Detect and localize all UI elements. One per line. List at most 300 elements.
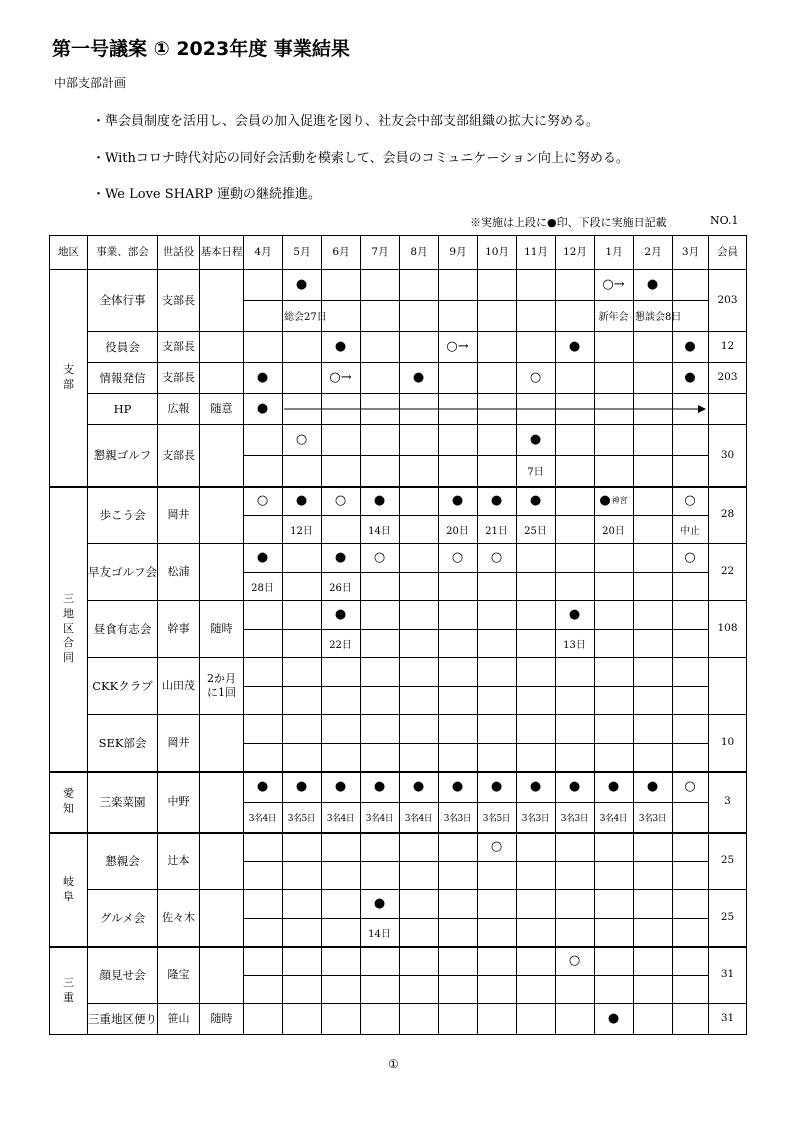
legend-note: ※実施は上段に●印、下段に実施日記載 bbox=[470, 216, 667, 229]
schedule-cell bbox=[199, 600, 244, 658]
event-cell bbox=[87, 331, 158, 363]
activity-mark bbox=[633, 771, 672, 802]
event-cell bbox=[87, 771, 158, 833]
header-members-label: 会員 bbox=[717, 245, 738, 258]
month-cell-lower bbox=[594, 572, 634, 601]
month-cell-lower bbox=[633, 515, 673, 544]
month-cell-upper bbox=[633, 543, 673, 573]
activity-date bbox=[360, 918, 399, 946]
month-cell-lower bbox=[321, 455, 361, 487]
month-cell-upper bbox=[633, 657, 673, 687]
month-cell-upper bbox=[282, 600, 322, 630]
month-cell-lower bbox=[321, 975, 361, 1004]
month-cell-lower bbox=[516, 572, 556, 601]
members-count: 25 bbox=[720, 911, 735, 924]
month-cell-lower bbox=[321, 861, 361, 890]
month-cell-upper bbox=[399, 486, 439, 516]
month-cell-lower bbox=[555, 686, 595, 715]
activity-symbol: ● bbox=[256, 779, 269, 794]
activity-date bbox=[633, 300, 711, 331]
month-cell-upper bbox=[360, 269, 400, 301]
month-cell-lower bbox=[399, 300, 439, 332]
activity-mark bbox=[516, 486, 555, 515]
activity-date-text: 20日 bbox=[602, 525, 625, 537]
month-cell bbox=[633, 362, 673, 394]
activity-mark bbox=[282, 269, 321, 300]
activity-date bbox=[594, 515, 633, 543]
activity-date-text: 3名5日 bbox=[287, 813, 316, 824]
month-cell-upper bbox=[399, 424, 439, 456]
event-cell bbox=[87, 714, 158, 772]
activity-date-text: 3名4日 bbox=[365, 813, 394, 824]
month-cell-upper bbox=[516, 600, 556, 630]
header-month-label: 9月 bbox=[449, 245, 467, 258]
month-cell-lower bbox=[555, 861, 595, 890]
organizer-name: 幹事 bbox=[167, 622, 190, 636]
event-cell bbox=[87, 1003, 158, 1035]
month-cell-lower bbox=[516, 300, 556, 332]
month-cell-lower bbox=[555, 572, 595, 601]
header-month-label: 8月 bbox=[410, 245, 428, 258]
activity-symbol: ● bbox=[529, 493, 542, 508]
month-cell-lower bbox=[477, 686, 517, 715]
month-cell-lower bbox=[438, 975, 478, 1004]
header-month-3 bbox=[321, 235, 361, 270]
activity-date bbox=[555, 802, 594, 832]
month-cell-upper bbox=[516, 269, 556, 301]
activity-mark bbox=[672, 362, 708, 393]
activity-date-text: 3名3日 bbox=[521, 813, 550, 824]
activity-mark bbox=[360, 543, 399, 572]
month-cell-upper bbox=[282, 714, 322, 744]
month-cell-upper bbox=[243, 269, 283, 301]
activity-date-text: 28日 bbox=[251, 582, 274, 594]
month-cell-upper bbox=[243, 946, 283, 976]
month-cell bbox=[633, 1003, 673, 1035]
month-cell bbox=[360, 331, 400, 363]
month-cell-lower bbox=[282, 572, 322, 601]
region-separator bbox=[49, 946, 747, 948]
schedule-cell bbox=[199, 486, 244, 544]
organizer-name: 隆宝 bbox=[167, 968, 190, 982]
activity-mark bbox=[633, 269, 672, 300]
month-cell bbox=[594, 331, 634, 363]
month-cell-upper bbox=[360, 600, 400, 630]
activity-date-text: 12日 bbox=[290, 525, 313, 537]
month-cell-upper bbox=[594, 543, 634, 573]
month-cell-lower bbox=[477, 572, 517, 601]
month-cell-upper bbox=[594, 600, 634, 630]
month-cell-upper bbox=[321, 946, 361, 976]
schedule-cell bbox=[199, 771, 244, 833]
month-cell-upper bbox=[477, 946, 517, 976]
activity-mark bbox=[360, 771, 399, 802]
header-month-label: 4月 bbox=[254, 245, 272, 258]
month-cell-lower bbox=[633, 455, 673, 487]
region-label: 三 地 区 合 同 bbox=[63, 591, 74, 665]
schedule-cell bbox=[199, 362, 244, 394]
month-cell-upper bbox=[672, 269, 709, 301]
event-name: 情報発信 bbox=[99, 370, 146, 385]
activity-date-text: 3名3日 bbox=[638, 813, 667, 824]
event-name: 歩こう会 bbox=[99, 507, 146, 522]
members-count: 30 bbox=[720, 448, 735, 461]
month-cell bbox=[399, 331, 439, 363]
month-cell bbox=[516, 331, 556, 363]
month-cell-upper bbox=[438, 269, 478, 301]
plan-bullet-1: ・準会員制度を活用し、会員の加入促進を図り、社友会中部支部組織の拡大に努める。 bbox=[92, 114, 600, 129]
month-cell-lower bbox=[633, 572, 673, 601]
members-cell bbox=[708, 889, 747, 947]
activity-date-text: 3名4日 bbox=[404, 813, 433, 824]
organizer-name: 松浦 bbox=[167, 565, 190, 579]
month-cell-lower bbox=[360, 975, 400, 1004]
activity-symbol: ● bbox=[607, 1011, 620, 1026]
activity-symbol: ● bbox=[373, 779, 386, 794]
header-month-label: 5月 bbox=[293, 245, 311, 258]
activity-mark bbox=[477, 832, 516, 861]
schedule-cell bbox=[199, 946, 244, 1004]
month-cell-lower bbox=[555, 515, 595, 544]
members-count: 203 bbox=[717, 293, 738, 306]
organizer-cell bbox=[157, 889, 200, 947]
month-cell-upper bbox=[555, 832, 595, 862]
activity-symbol: ○ bbox=[684, 550, 696, 565]
activity-symbol: ○ bbox=[373, 550, 386, 565]
activity-mark bbox=[243, 771, 282, 802]
month-cell-lower bbox=[438, 572, 478, 601]
month-cell-upper bbox=[594, 657, 634, 687]
region-cell bbox=[49, 771, 88, 833]
activity-date-text: 3名4日 bbox=[599, 813, 628, 824]
month-cell bbox=[477, 331, 517, 363]
schedule-cell bbox=[199, 543, 244, 601]
schedule-cell bbox=[199, 889, 244, 947]
month-cell-lower bbox=[672, 572, 709, 601]
month-cell-lower bbox=[321, 515, 361, 544]
activity-mark bbox=[243, 543, 282, 572]
header-month-12 bbox=[672, 235, 709, 270]
month-cell-lower bbox=[633, 918, 673, 947]
members-cell bbox=[708, 771, 747, 833]
month-cell-upper bbox=[360, 657, 400, 687]
schedule-cell bbox=[199, 424, 244, 487]
month-cell-lower bbox=[477, 455, 517, 487]
month-cell-lower bbox=[243, 455, 283, 487]
header-event bbox=[87, 235, 158, 270]
month-cell-upper bbox=[399, 657, 439, 687]
month-cell-lower bbox=[594, 918, 634, 947]
month-cell-lower bbox=[360, 861, 400, 890]
activity-date-text: 3名3日 bbox=[560, 813, 589, 824]
region-separator bbox=[49, 771, 747, 773]
month-cell bbox=[243, 1003, 283, 1035]
month-cell-upper bbox=[399, 714, 439, 744]
continuation-arrow bbox=[282, 404, 708, 414]
organizer-name: 笹山 bbox=[167, 1012, 190, 1026]
region-cell bbox=[49, 269, 88, 487]
month-cell-upper bbox=[360, 832, 400, 862]
event-name: HP bbox=[113, 401, 132, 416]
month-cell-lower bbox=[594, 686, 634, 715]
month-cell-lower bbox=[282, 629, 322, 658]
region-cell bbox=[49, 832, 88, 947]
activity-mark bbox=[438, 543, 477, 572]
month-cell-upper bbox=[672, 424, 709, 456]
activity-symbol: ● bbox=[334, 550, 347, 565]
month-cell-upper bbox=[282, 543, 322, 573]
activity-mark bbox=[438, 771, 477, 802]
region-label: 愛 知 bbox=[63, 787, 74, 815]
month-cell bbox=[360, 362, 400, 394]
activity-date bbox=[243, 572, 282, 600]
month-cell-lower bbox=[516, 743, 556, 772]
activity-mark bbox=[477, 543, 516, 572]
members-cell bbox=[708, 543, 747, 601]
month-cell-lower bbox=[555, 300, 595, 332]
event-name: 懇親会 bbox=[105, 853, 140, 868]
activity-date bbox=[672, 515, 708, 543]
month-cell-upper bbox=[438, 600, 478, 630]
activity-mark bbox=[321, 600, 360, 629]
activity-mark bbox=[438, 486, 477, 515]
region-label: 岐 阜 bbox=[63, 874, 74, 903]
month-cell-lower bbox=[399, 918, 439, 947]
activity-mark bbox=[477, 486, 516, 515]
activity-symbol: ● bbox=[568, 339, 581, 354]
activity-date-text: 7日 bbox=[527, 467, 544, 478]
activity-symbol: ● bbox=[646, 779, 659, 794]
month-cell bbox=[399, 1003, 439, 1035]
month-cell-lower bbox=[633, 743, 673, 772]
schedule-cell bbox=[199, 657, 244, 715]
month-cell-lower bbox=[672, 629, 709, 658]
month-cell-upper bbox=[243, 600, 283, 630]
activity-symbol: ● bbox=[490, 493, 503, 508]
month-cell-lower bbox=[243, 861, 283, 890]
month-cell-lower bbox=[633, 861, 673, 890]
month-cell-lower bbox=[399, 743, 439, 772]
members-cell bbox=[708, 424, 747, 487]
activity-symbol: ● bbox=[684, 370, 696, 385]
month-cell-lower bbox=[243, 629, 283, 658]
region-cell bbox=[49, 486, 88, 772]
region-label: 三 重 bbox=[63, 975, 74, 1004]
month-cell-lower bbox=[321, 918, 361, 947]
month-cell-upper bbox=[243, 657, 283, 687]
page-title: 第一号議案 ① 2023年度 事業結果 bbox=[52, 38, 350, 60]
month-cell-upper bbox=[555, 889, 595, 919]
month-cell-upper bbox=[672, 657, 709, 687]
organizer-name: 佐々木 bbox=[162, 911, 195, 925]
month-cell-upper bbox=[282, 889, 322, 919]
month-cell-lower bbox=[399, 455, 439, 487]
activity-mark bbox=[594, 486, 633, 515]
month-cell-lower bbox=[243, 743, 283, 772]
month-cell-lower bbox=[594, 743, 634, 772]
activity-mark bbox=[516, 362, 555, 393]
organizer-cell bbox=[157, 331, 200, 363]
month-cell-upper bbox=[243, 889, 283, 919]
plan-subtitle: 中部支部計画 bbox=[54, 76, 127, 90]
month-cell-lower bbox=[672, 686, 709, 715]
month-cell-upper bbox=[672, 832, 709, 862]
header-month-7 bbox=[477, 235, 517, 270]
schedule-cell bbox=[199, 269, 244, 332]
month-cell-lower bbox=[399, 629, 439, 658]
month-cell-lower bbox=[399, 686, 439, 715]
month-cell-upper bbox=[321, 269, 361, 301]
activity-date bbox=[555, 629, 594, 657]
month-cell-lower bbox=[594, 975, 634, 1004]
activity-symbol: ● bbox=[568, 607, 581, 622]
members-count: 31 bbox=[720, 1012, 735, 1025]
activity-symbol: ○ bbox=[684, 493, 696, 508]
activity-symbol: ○ bbox=[684, 779, 696, 794]
organizer-cell bbox=[157, 946, 200, 1004]
month-cell-lower bbox=[477, 743, 517, 772]
month-cell-lower bbox=[243, 300, 283, 332]
month-cell bbox=[243, 331, 283, 363]
month-cell-lower bbox=[555, 455, 595, 487]
month-cell-upper bbox=[594, 714, 634, 744]
activity-mark bbox=[399, 362, 438, 393]
month-cell-lower bbox=[516, 861, 556, 890]
month-cell-lower bbox=[399, 861, 439, 890]
month-cell-lower bbox=[516, 686, 556, 715]
month-cell-lower bbox=[477, 629, 517, 658]
members-count: 22 bbox=[720, 565, 735, 578]
header-month-label: 1月 bbox=[605, 245, 623, 258]
month-cell bbox=[282, 1003, 322, 1035]
activity-mark bbox=[594, 771, 633, 802]
header-organizer bbox=[157, 235, 200, 270]
month-cell-upper bbox=[399, 889, 439, 919]
members-count: 28 bbox=[720, 508, 735, 521]
month-cell-lower bbox=[360, 572, 400, 601]
month-cell bbox=[594, 362, 634, 394]
organizer-name: 山田茂 bbox=[162, 679, 195, 693]
month-cell-lower bbox=[555, 743, 595, 772]
month-cell-lower bbox=[516, 918, 556, 947]
month-cell-lower bbox=[438, 861, 478, 890]
members-count: 108 bbox=[717, 622, 738, 635]
activity-mark bbox=[282, 771, 321, 802]
month-cell-upper bbox=[321, 657, 361, 687]
month-cell-upper bbox=[282, 946, 322, 976]
event-name: グルメ会 bbox=[99, 910, 146, 925]
activity-symbol: ○ bbox=[451, 550, 464, 565]
header-schedule-label: 基本日程 bbox=[200, 245, 243, 258]
activity-date-text: 21日 bbox=[485, 525, 508, 537]
event-name: 三楽菜園 bbox=[99, 794, 146, 809]
organizer-name: 支部長 bbox=[162, 371, 195, 385]
activity-symbol: ● bbox=[412, 370, 425, 385]
activity-date-text: 26日 bbox=[329, 582, 352, 594]
event-name: 全体行事 bbox=[99, 293, 146, 308]
schedule-text: 随時 bbox=[210, 622, 233, 636]
activity-date bbox=[243, 802, 282, 832]
activity-mark bbox=[477, 771, 516, 802]
activity-symbol: ○ bbox=[295, 432, 308, 447]
activity-mark bbox=[360, 486, 399, 515]
month-cell-upper bbox=[555, 543, 595, 573]
month-cell-upper bbox=[282, 832, 322, 862]
month-cell-lower bbox=[282, 975, 322, 1004]
continuation-arrow-head bbox=[698, 405, 706, 413]
members-cell bbox=[708, 362, 747, 394]
activity-mark bbox=[516, 771, 555, 802]
month-cell-upper bbox=[438, 714, 478, 744]
activity-mark bbox=[555, 771, 594, 802]
organizer-name: 岡井 bbox=[167, 736, 190, 750]
members-cell bbox=[708, 269, 747, 332]
activity-date bbox=[360, 515, 399, 543]
organizer-name: 中野 bbox=[167, 795, 190, 809]
activity-date-text: 22日 bbox=[329, 639, 352, 651]
month-cell-lower bbox=[438, 629, 478, 658]
activity-date-text: 25日 bbox=[524, 525, 547, 537]
month-cell-upper bbox=[399, 269, 439, 301]
month-cell-lower bbox=[672, 743, 709, 772]
month-cell-upper bbox=[633, 946, 673, 976]
organizer-cell bbox=[157, 543, 200, 601]
month-cell-upper bbox=[555, 657, 595, 687]
month-cell-upper bbox=[477, 424, 517, 456]
header-members bbox=[708, 235, 747, 270]
header-month-label: 6月 bbox=[332, 245, 350, 258]
activity-date-text: 3名4日 bbox=[248, 813, 277, 824]
month-cell-lower bbox=[360, 300, 400, 332]
activity-symbol: ● bbox=[334, 339, 347, 354]
activity-mark bbox=[594, 269, 633, 300]
event-cell bbox=[87, 889, 158, 947]
month-cell-lower bbox=[282, 861, 322, 890]
activity-symbol: ● bbox=[529, 432, 542, 447]
schedule-text: 随時 bbox=[210, 1012, 233, 1026]
header-month-11 bbox=[633, 235, 673, 270]
header-month-2 bbox=[282, 235, 322, 270]
month-cell-upper bbox=[360, 946, 400, 976]
activity-symbol: ○ bbox=[334, 493, 347, 508]
month-cell-upper bbox=[477, 600, 517, 630]
members-cell bbox=[708, 393, 747, 425]
activity-date-text: 14日 bbox=[368, 525, 391, 537]
month-cell-lower bbox=[594, 455, 634, 487]
month-cell-upper bbox=[672, 714, 709, 744]
schedule-cell bbox=[199, 714, 244, 772]
activity-symbol: ● bbox=[412, 779, 425, 794]
month-cell-lower bbox=[282, 743, 322, 772]
header-month-6 bbox=[438, 235, 478, 270]
month-cell-upper bbox=[477, 889, 517, 919]
month-cell-lower bbox=[438, 300, 478, 332]
activity-symbol: ● bbox=[529, 779, 542, 794]
event-name: CKKクラブ bbox=[92, 678, 153, 693]
activity-mark bbox=[360, 889, 399, 918]
event-name: 顔見せ会 bbox=[99, 967, 146, 982]
activity-mark bbox=[399, 771, 438, 802]
activity-date bbox=[438, 515, 477, 543]
members-cell bbox=[708, 832, 747, 890]
header-region-label: 地区 bbox=[58, 245, 79, 258]
activity-symbol: ● bbox=[646, 277, 659, 292]
members-count: 31 bbox=[720, 968, 735, 981]
month-cell-upper bbox=[555, 486, 595, 516]
activity-mark bbox=[555, 331, 594, 362]
activity-mark bbox=[672, 486, 708, 515]
month-cell bbox=[672, 1003, 709, 1035]
